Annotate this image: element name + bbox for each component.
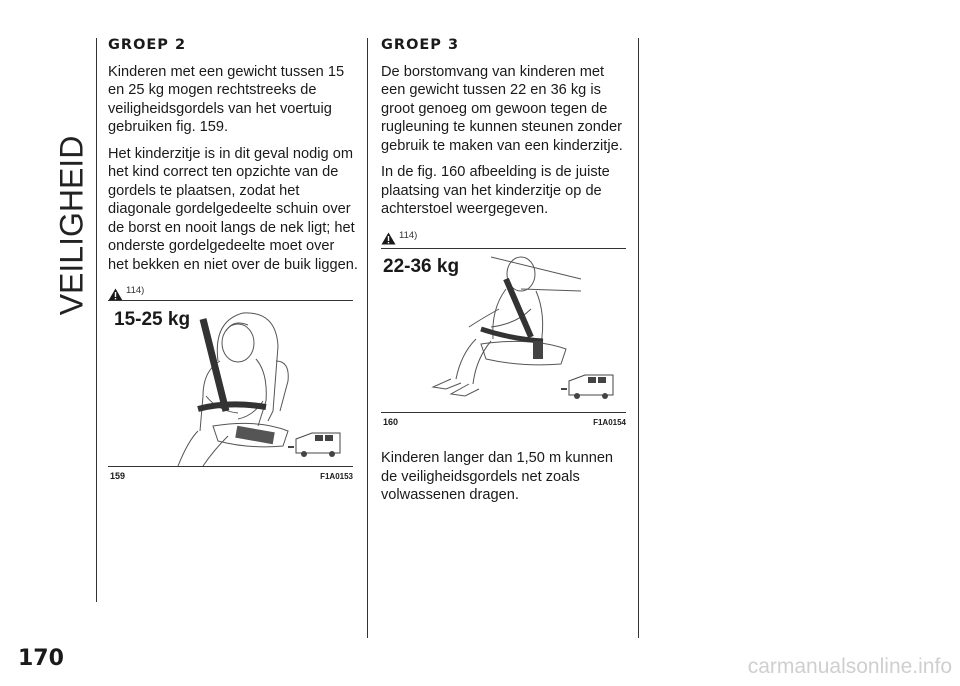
figure-title: 22-36 kg xyxy=(383,256,460,277)
warning-icon xyxy=(381,232,396,245)
page-number: 170 xyxy=(18,646,64,671)
van-icon xyxy=(561,375,613,399)
figure-title: 15-25 kg xyxy=(114,309,191,330)
heading-groep-2: GROEP 2 xyxy=(108,37,187,53)
right-column xyxy=(381,36,631,245)
figure-number: 159 xyxy=(110,471,126,481)
child-seat-illustration xyxy=(108,301,353,466)
paragraph: Kinderen met een gewicht tussen 15 en 25 kg mogen rechtstreeks de veiligheidsgordels van het voertuig gebruiken fig. 159. xyxy=(108,63,345,135)
heading-groep-3: GROEP 3 xyxy=(381,37,460,53)
warning-icon xyxy=(108,288,123,301)
figure-number: 160 xyxy=(383,417,399,427)
figure-code: F1A0153 xyxy=(320,472,353,481)
van-icon xyxy=(288,433,340,457)
warning-reference: 114) xyxy=(108,282,358,301)
warning-reference: 114) xyxy=(381,227,631,246)
column-divider-left xyxy=(96,38,97,602)
right-after-text xyxy=(381,449,631,513)
left-column xyxy=(108,36,358,301)
column-divider-middle xyxy=(367,38,368,638)
figure-160 xyxy=(381,248,626,427)
column-divider-right xyxy=(638,38,639,638)
paragraph: Kinderen langer dan 1,50 m kunnen de veiligheidsgordels net zoals volwassenen dragen. xyxy=(381,450,614,503)
paragraph: In de fig. 160 afbeelding is de juiste plaatsing van het kinderzitje op de achterstoel weergegeven. xyxy=(381,164,610,217)
section-title: VEILIGHEID xyxy=(53,135,90,315)
child-belt-illustration xyxy=(381,249,626,412)
figure-code: F1A0154 xyxy=(593,418,626,427)
watermark: carmanualsonline.info xyxy=(747,655,952,678)
paragraph: De borstomvang van kinderen met een gewicht tussen 22 en 36 kg is groot genoeg om gewoon tegen de rugleuning te kunnen steunen zonder gebruik te maken van een kinderzitje. xyxy=(381,63,623,154)
figure-159 xyxy=(108,300,353,481)
paragraph: Het kinderzitje is in dit geval nodig om het kind correct ten opzichte van de gordels te plaatsen, zodat het diagonale gordelgedeelte schuin over de borst en nooit langs de nek ligt; het onderste gordelgedeelte moet over het bekken en niet over de buik liggen. xyxy=(108,145,358,273)
